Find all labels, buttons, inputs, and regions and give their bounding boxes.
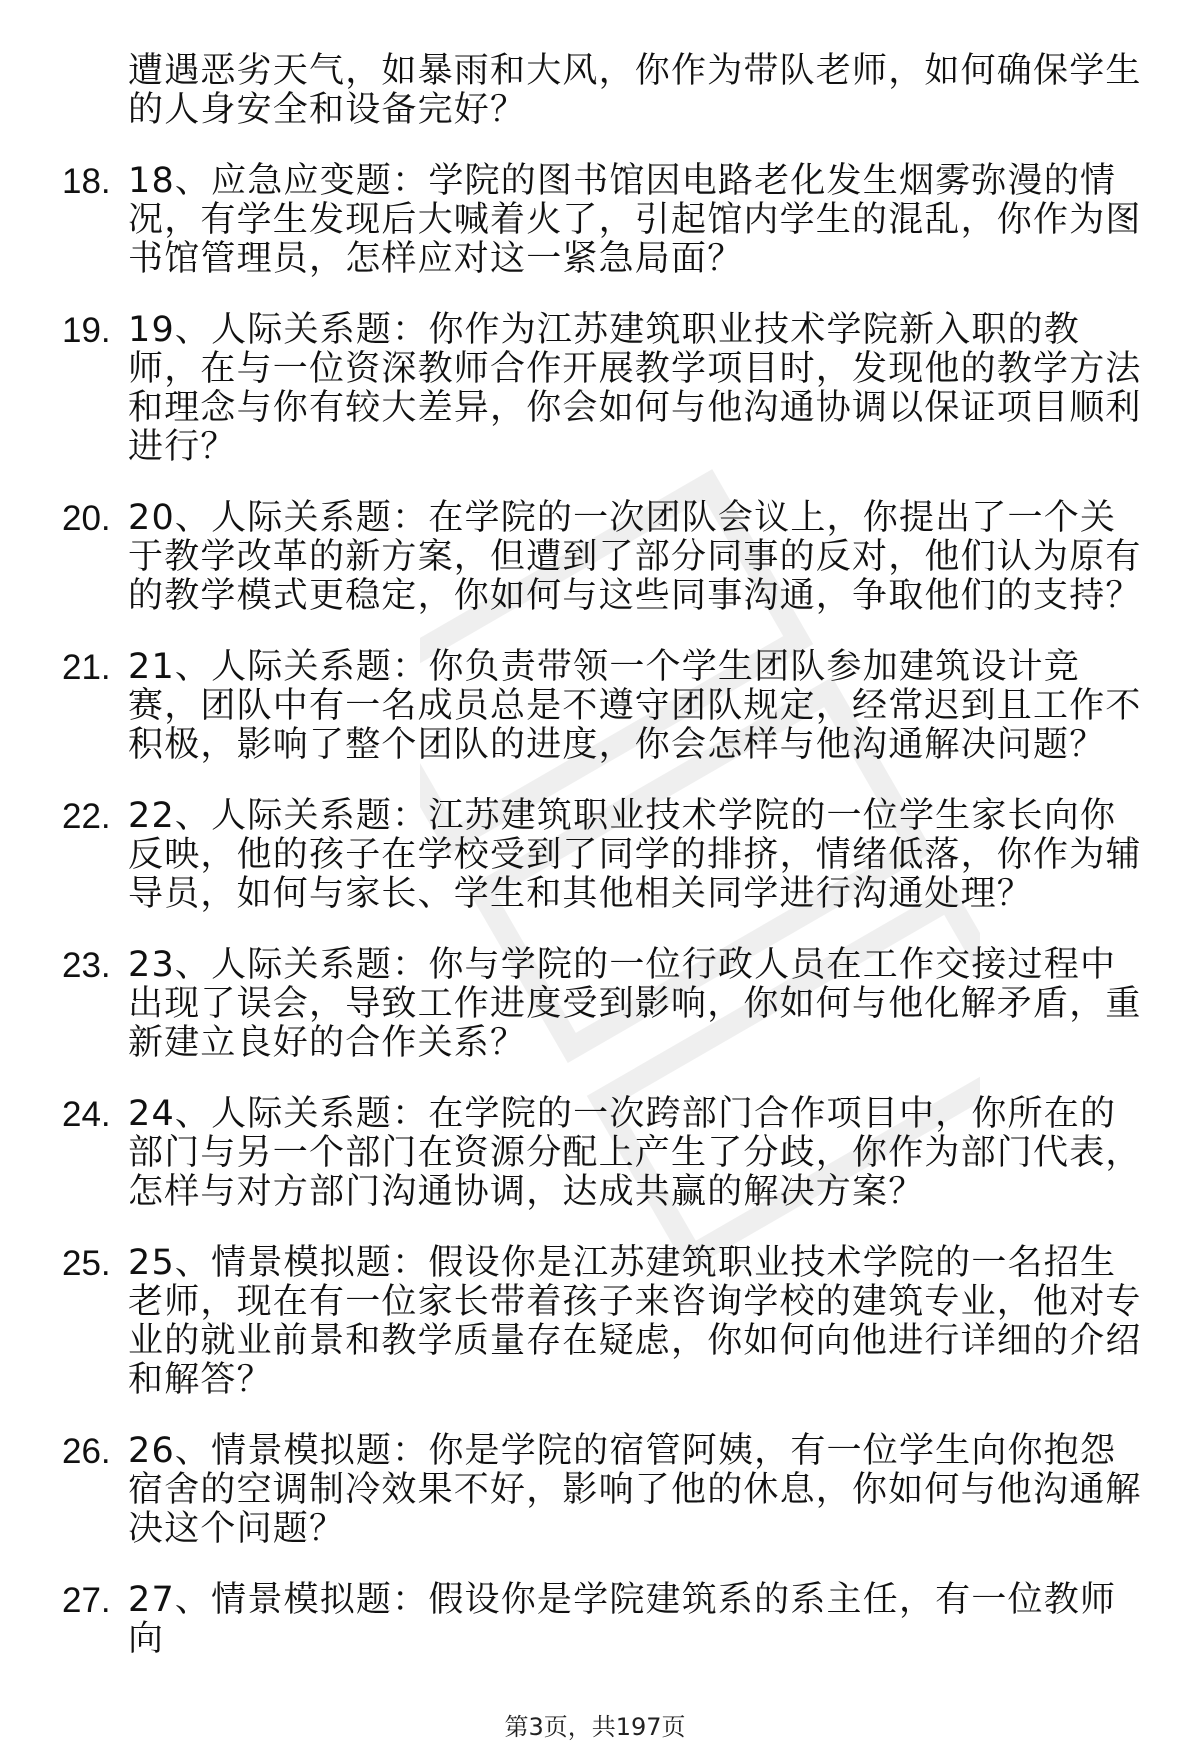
- document-body: [62, 52, 1152, 1659]
- question-number: 23.: [62, 946, 111, 985]
- question-number: 20.: [62, 499, 111, 538]
- question-item: [62, 648, 1152, 765]
- question-item: [62, 797, 1152, 914]
- question-text: 22、人际关系题：江苏建筑职业技术学院的一位学生家长向你反映，他的孩子在学校受到了同学的排挤，情绪低落，你作为辅导员，如何与家长、学生和其他相关同学进行沟通处理？: [128, 796, 1142, 914]
- question-text: 26、情景模拟题：你是学院的宿管阿姨，有一位学生向你抱怨宿舍的空调制冷效果不好，影响了他的休息，你如何与他沟通解决这个问题？: [128, 1431, 1142, 1549]
- question-item: [62, 499, 1152, 616]
- question-text: 19、人际关系题：你作为江苏建筑职业技术学院新入职的教师，在与一位资深教师合作开展教学项目时，发现他的教学方法和理念与你有较大差异，你会如何与他沟通协调以保证项目顺利进行？: [128, 310, 1142, 467]
- question-number: 26.: [62, 1432, 111, 1471]
- question-item: [62, 1244, 1152, 1400]
- question-text: 25、情景模拟题：假设你是江苏建筑职业技术学院的一名招生老师，现在有一位家长带着孩子来咨询学校的建筑专业，他对专业的就业前景和教学质量存在疑虑，你如何向他进行详细的介绍和解答？: [128, 1243, 1142, 1400]
- question-number: 22.: [62, 797, 111, 836]
- question-text: 18、应急应变题：学院的图书馆因电路老化发生烟雾弥漫的情况，有学生发现后大喊着火了，引起馆内学生的混乱，你作为图书馆管理员，怎样应对这一紧急局面？: [128, 161, 1142, 279]
- question-item: [62, 1581, 1152, 1659]
- question-number: 27.: [62, 1581, 111, 1620]
- question-item: [62, 162, 1152, 279]
- page-number-footer: 第3页，共197页: [504, 1713, 686, 1741]
- question-item: [62, 946, 1152, 1063]
- question-text: 24、人际关系题：在学院的一次跨部门合作项目中，你所在的部门与另一个部门在资源分配上产生了分歧，你作为部门代表，怎样与对方部门沟通协调，达成共赢的解决方案？: [128, 1094, 1142, 1212]
- question-number: 25.: [62, 1244, 111, 1283]
- question-text: 23、人际关系题：你与学院的一位行政人员在工作交接过程中出现了误会，导致工作进度受到影响，你如何与他化解矛盾，重新建立良好的合作关系？: [128, 945, 1142, 1063]
- question-text: 20、人际关系题：在学院的一次团队会议上，你提出了一个关于教学改革的新方案，但遭到了部分同事的反对，他们认为原有的教学模式更稳定，你如何与这些同事沟通，争取他们的支持？: [128, 498, 1142, 616]
- question-item: [62, 1432, 1152, 1549]
- question-number: 19.: [62, 311, 111, 350]
- question-number: 18.: [62, 162, 111, 201]
- question-item: [62, 311, 1152, 467]
- question-number: 21.: [62, 648, 111, 687]
- question-text: 27、情景模拟题：假设你是学院建筑系的系主任，有一位教师向: [128, 1580, 1117, 1659]
- continuation-text: 遭遇恶劣天气，如暴雨和大风，你作为带队老师，如何确保学生的人身安全和设备完好？: [128, 51, 1142, 130]
- question-text: 21、人际关系题：你负责带领一个学生团队参加建筑设计竞赛，团队中有一名成员总是不遵守团队规定，经常迟到且工作不积极，影响了整个团队的进度，你会怎样与他沟通解决问题？: [128, 647, 1142, 765]
- question-number: 24.: [62, 1095, 111, 1134]
- question-item: [62, 1095, 1152, 1212]
